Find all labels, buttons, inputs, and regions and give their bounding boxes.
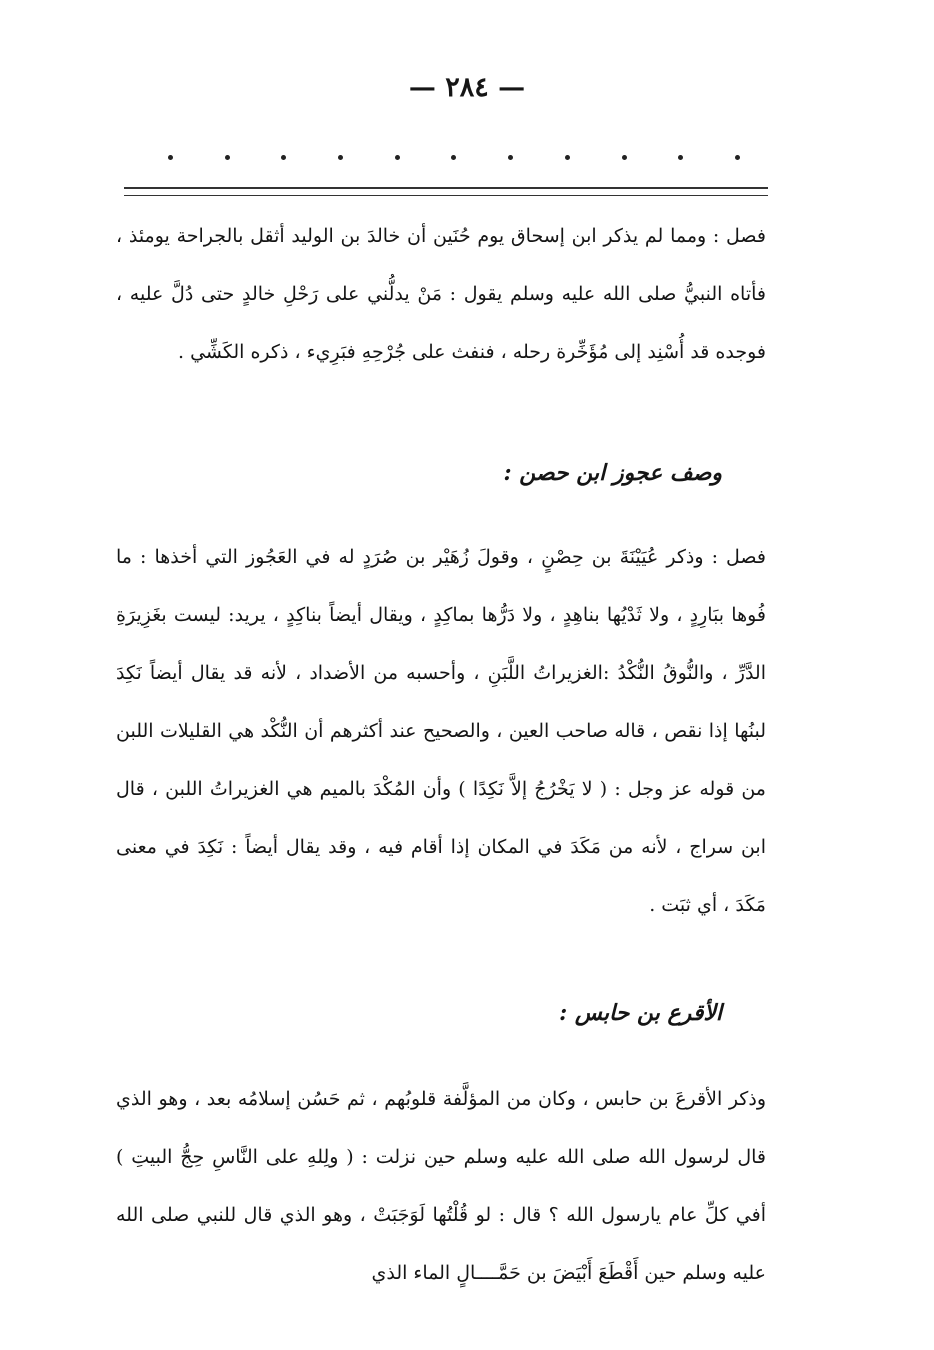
ornament-dot [338, 155, 343, 160]
heading-old-woman: وصف عجوز ابن حصن : [503, 460, 722, 486]
ornament-dot [565, 155, 570, 160]
ornament-dot [735, 155, 740, 160]
paragraph-aqra: وذكر الأقرعَ بن حابس ، وكان من المؤلَّفة قلوبُهم ، ثم حَسُن إسلامُه بعد ، وهو الذي قال لرسول الله صلى الله عليه وسلم حين نزلت : ( ولِلهِ على النَّاسِ حِجُّ البيتِ ) أفي كلِّ عام يارسول الله ؟ قال : لو قُلْتُها لَوَجَبَتْ ، وهو الذي قال للنبي صلى الله عليه وسلم حين أَقْطَعَ أَبْيَضَ بن حَمَّــــالٍ الماء الذي [116, 1088, 766, 1284]
separator-rule-thin [124, 195, 768, 196]
heading-aqra: الأقرع بن حابس : [559, 1000, 722, 1026]
page-number: — ٢٨٤ — [408, 72, 526, 103]
ornament-dot [395, 155, 400, 160]
ornament-dot [168, 155, 173, 160]
ornament-dot [451, 155, 456, 160]
ornament-dot [622, 155, 627, 160]
separator-rule [124, 187, 768, 189]
paragraph-old-woman: فصل : وذكر عُيَيْنَةَ بن حِصْنٍ ، وقولَ زُهَيْر بن صُرَدٍ له في العَجُوز التي أخذها : ما فُوها ببَارِدٍ ، ولا ثَدْيُها بناهِدٍ ، ولا دَرُّها بماكِدٍ ، ويقال أيضاً بناكِدٍ ، يريد: ليست بغَزِيرَةِ الدَّرِّ ، والنُّوقُ النُّكْدُ :الغزيراتُ اللَّبَنِ ، وأحسبه من الأضداد ، لأنه قد يقال أيضاً نَكِدَ لبنُها إذا نقص ، قاله صاحب العين ، والصحيح عند أكثرهم أن النُّكْد هي القليلات اللبن من قوله عز وجل : ( لا يَخْرُجُ إلاَّ نَكِدًا ) وأن المُكْدَ بالميم هي الغزيراتُ اللبن ، قال ابن سراج ، لأنه من مَكَدَ في المكان إذا أقام فيه ، وقد يقال أيضاً : نَكِدَ في معنى مَكَدَ ، أي ثبَت . [116, 546, 766, 916]
paragraph-khalid-wounded: فصل : ومما لم يذكر ابن إسحاق يوم حُنَين أن خالدَ بن الوليد أثقل بالجراحة يومئذ ، فأتاه النبيُّ صلى الله عليه وسلم يقول : مَنْ يدلُّني على رَحْلِ خالدٍ حتى دُلَّ عليه ، فوجده قد أُسْنِد إلى مُؤَخِّرة رحله ، فنفث على جُرْحِهِ فبَرِيء ، ذكره الكَشِّي . [116, 225, 766, 363]
ornament-dot [225, 155, 230, 160]
ornament-dot [508, 155, 513, 160]
ornament-dot [678, 155, 683, 160]
ornament-dots [168, 151, 740, 163]
ornament-dot [281, 155, 286, 160]
